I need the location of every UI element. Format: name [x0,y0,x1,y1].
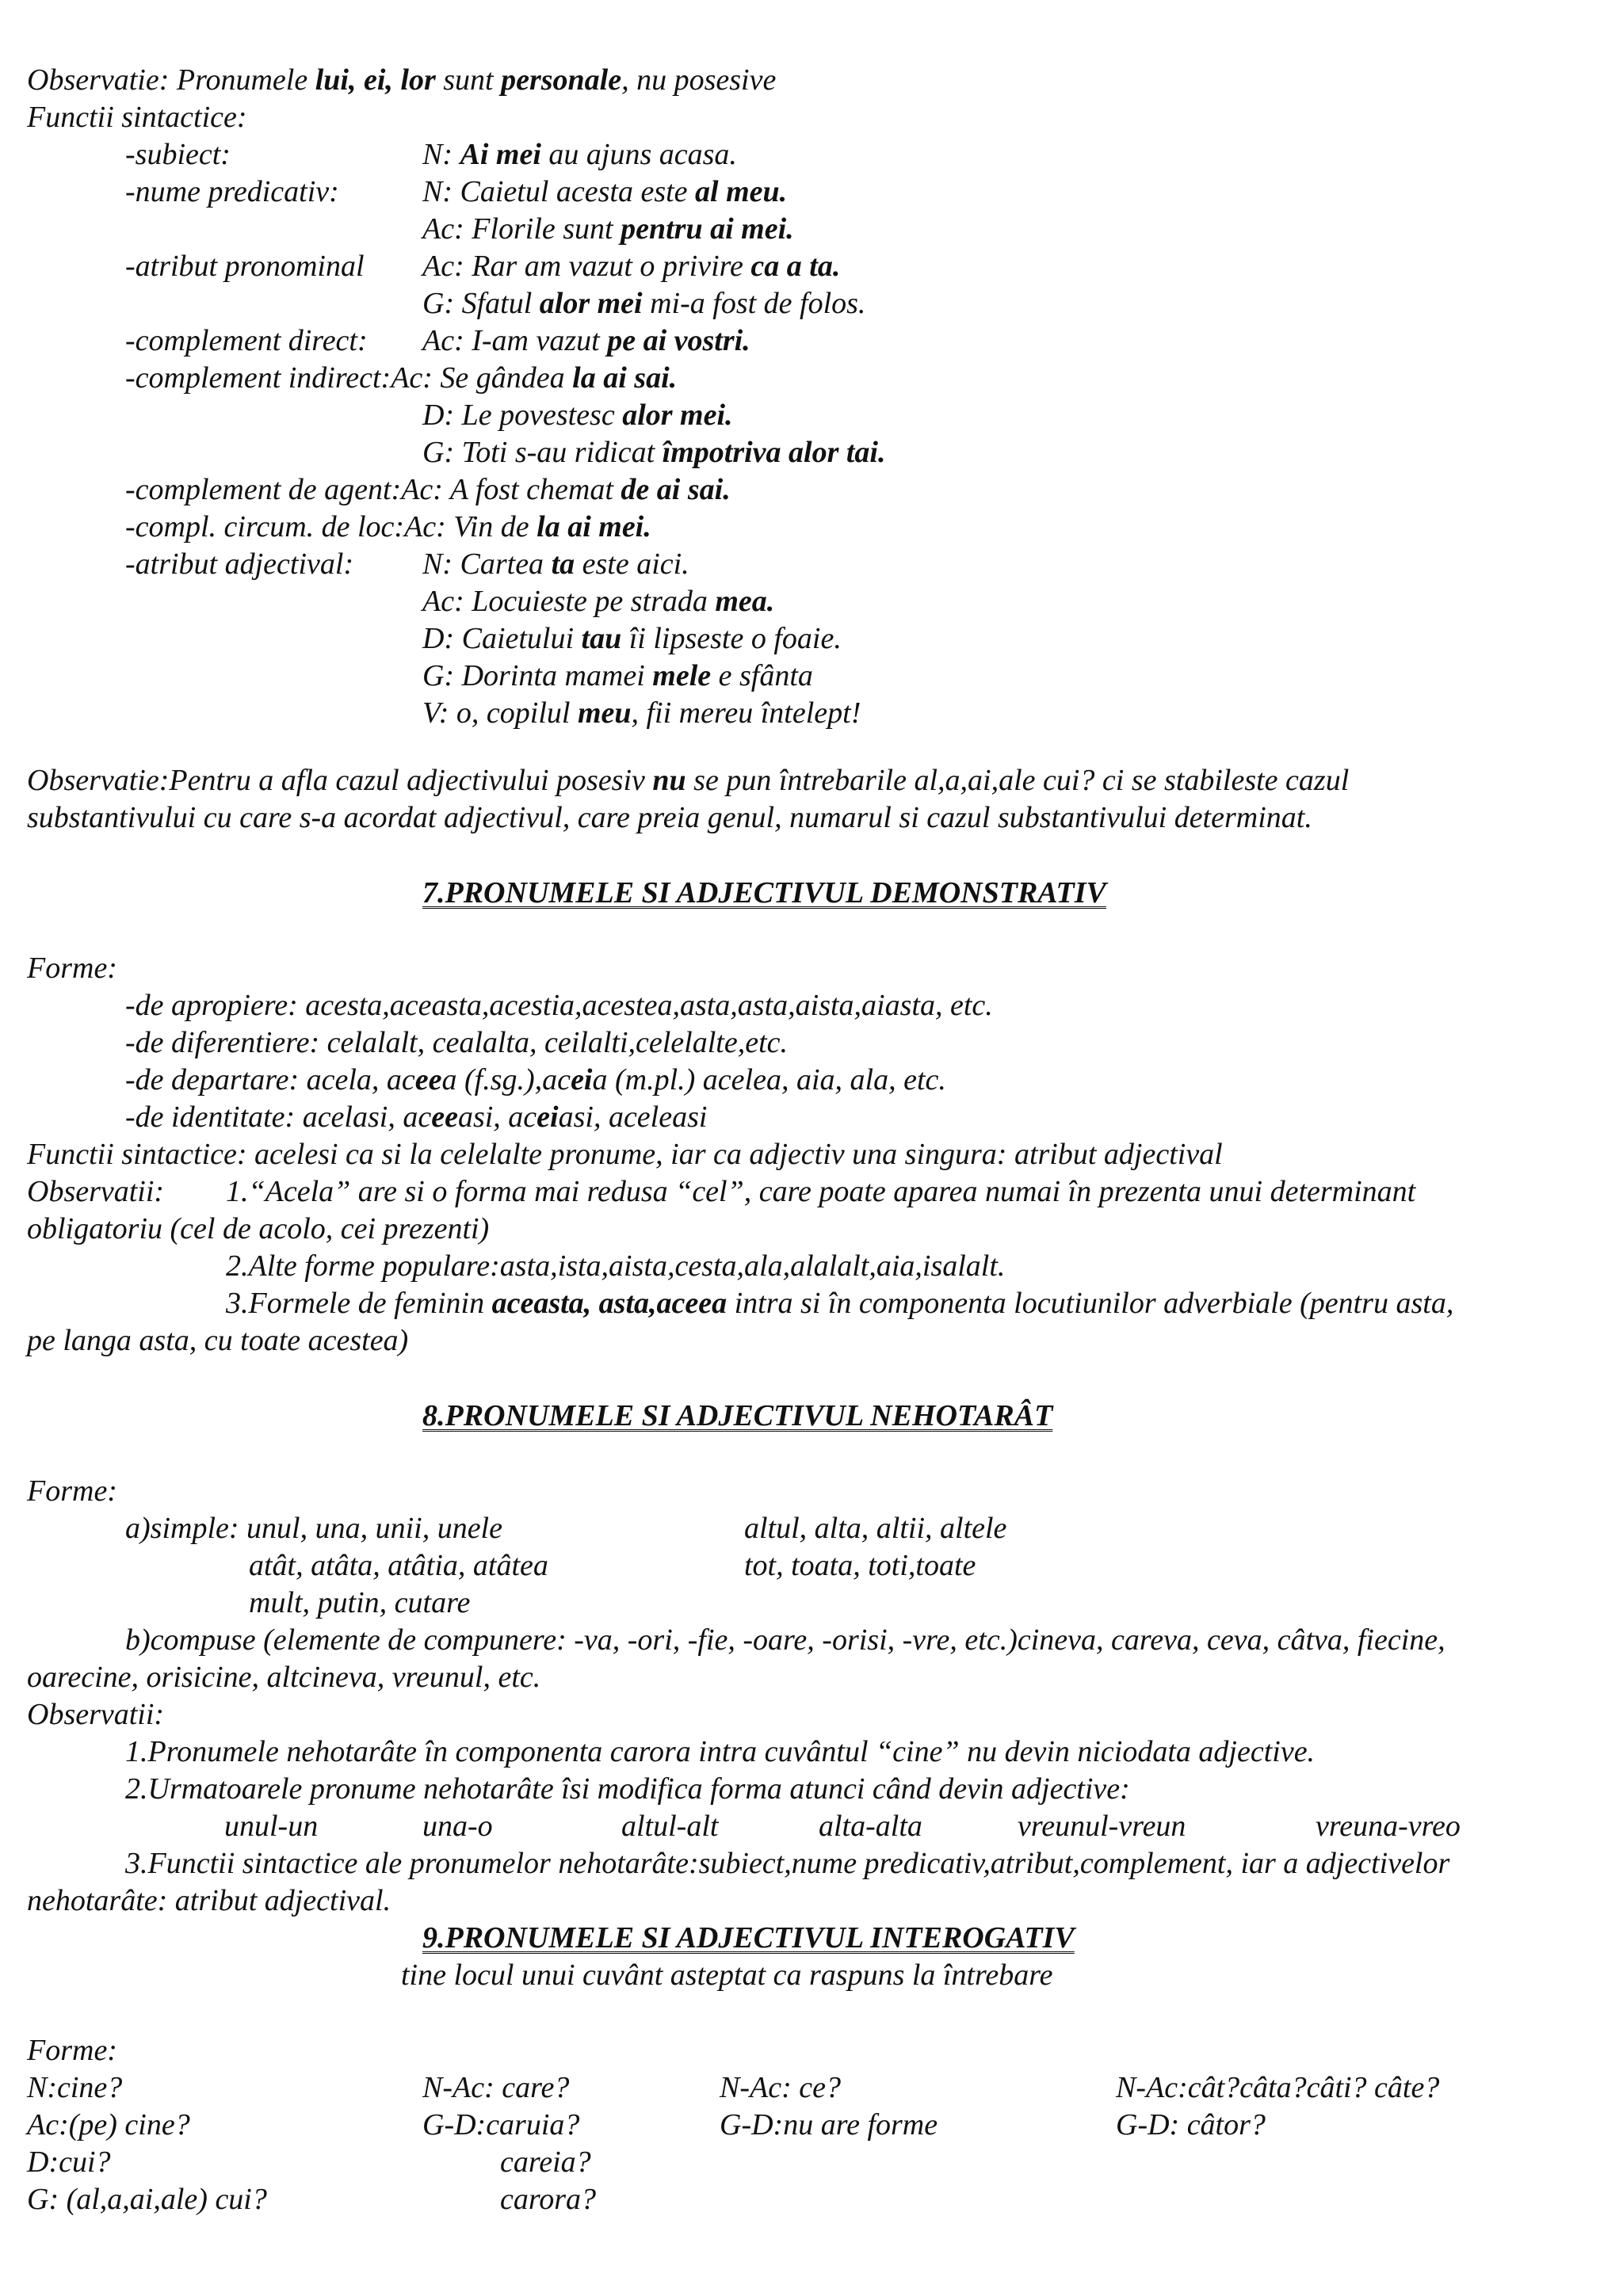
nehotarat-pair-5: vreunul-vreun [1018,1810,1186,1843]
demonstrativ-observatie-3: 3.Formele de feminin aceasta, asta,aceea intra si în componenta locutiunilor adverbiale (pentru asta, [226,1287,1454,1320]
interogativ-col1-row2: Ac:(pe) cine? [27,2108,190,2142]
nehotarat-observatie-2: 2.Urmatoarele pronume nehotarâte îsi modifica forma atunci când devin adjective: [125,1772,1130,1806]
interogativ-col4-row1: N-Ac:cât?câta?câti? câte? [1116,2071,1440,2104]
interogativ-col2-row1: N-Ac: care? [422,2071,570,2104]
functie-label: -atribut adjectival: [125,547,354,581]
functie-example: N: Cartea ta este aici. [422,547,689,581]
nehotarat-compuse-1: b)compuse (elemente de compunere: -va, -ori, -fie, -oare, -orisi, -vre, etc.)cineva, careva, ceva, câtva, fiecine, [125,1623,1445,1657]
nehotarat-simple-2a: atât, atâta, atâtia, atâtea [249,1549,548,1582]
functii-title: Functii sintactice: [27,101,247,134]
functie-example: N: Caietul acesta este al meu. [422,175,788,208]
section-9-forme-label: Forme: [27,2034,117,2067]
functie-label: -complement indirect: [125,361,391,395]
section-9-heading: 9.PRONUMELE SI ADJECTIVUL INTEROGATIV [422,1921,1075,1955]
demonstrativ-observatie-3-cont: pe langa asta, cu toate acestea) [27,1324,409,1357]
functie-label: -complement direct: [125,324,368,357]
functie-example: Ac: Rar am vazut o privire ca a ta. [422,250,841,283]
nehotarat-simple-3: mult, putin, cutare [249,1586,471,1619]
demonstrativ-observatie-1-cont: obligatoriu (cel de acolo, cei prezenti) [27,1212,490,1245]
functie-label: -subiect: [125,138,231,171]
demonstrativ-identitate: -de identitate: acelasi, aceeasi, aceiasi, aceleasi [125,1100,708,1134]
functie-example: N: Ai mei au ajuns acasa. [422,138,737,171]
interogativ-col1-row1: N:cine? [27,2071,123,2104]
demonstrativ-observatii-label: Observatii: [27,1175,165,1208]
nehotarat-simple-1b: altul, alta, altii, altele [744,1512,1007,1545]
nehotarat-simple-1a: a)simple: unul, una, unii, unele [125,1512,502,1545]
observation-posesiv-line2: substantivului cu care s-a acordat adjectivul, care preia genul, numarul si cazul substantivului determinat. [27,801,1312,834]
section-8-forme-label: Forme: [27,1474,117,1508]
interogativ-col3-row2: G-D:nu are forme [720,2108,938,2142]
section-7-forme-label: Forme: [27,952,117,985]
nehotarat-pair-4: alta-alta [819,1810,922,1843]
functie-label: -compl. circum. de loc: [125,510,405,543]
section-9-subtitle: tine locul unui cuvânt asteptat ca raspuns la întrebare [401,1958,1053,1992]
functie-label: -complement de agent: [125,473,402,506]
interogativ-col3-row1: N-Ac: ce? [720,2071,841,2104]
nehotarat-pair-1: unul-un [224,1810,319,1843]
nehotarat-simple-2b: tot, toata, toti,toate [744,1549,976,1582]
nehotarat-pair-3: altul-alt [621,1810,719,1843]
section-7-heading: 7.PRONUMELE SI ADJECTIVUL DEMONSTRATIV [422,876,1106,910]
demonstrativ-functii: Functii sintactice: acelesi ca si la celelalte pronume, iar ca adjectiv una singura: atribut adjectival [27,1138,1223,1171]
interogativ-col1-row3: D:cui? [27,2145,111,2179]
functie-example: Ac: Vin de la ai mei. [404,510,651,543]
nehotarat-observatie-3: 3.Functii sintactice ale pronumelor nehotarâte:subiect,nume predicativ,atribut,complement, iar a adjectivelor [125,1847,1450,1880]
functie-example: D: Le povestesc alor mei. [422,399,733,432]
functie-example: Ac: Florile sunt pentru ai mei. [422,212,794,246]
interogativ-col1-row4: G: (al,a,ai,ale) cui? [27,2183,267,2216]
demonstrativ-observatie-1: 1.“Acela” are si o forma mai redusa “cel”, care poate aparea numai în prezenta unui determinant [226,1175,1416,1208]
interogativ-col2-row4: carora? [500,2183,597,2216]
demonstrativ-observatie-2: 2.Alte forme populare:asta,ista,aista,cesta,ala,alalalt,aia,isalalt. [226,1249,1006,1283]
functie-example: G: Sfatul alor mei mi-a fost de folos. [422,287,866,320]
nehotarat-pair-6: vreuna-vreo [1316,1810,1461,1843]
functie-label: -nume predicativ: [125,175,339,208]
nehotarat-observatii-label: Observatii: [27,1698,165,1731]
functie-example: Ac: Se gândea la ai sai. [391,361,678,395]
functie-label: -atribut pronominal [125,250,365,283]
functie-example: Ac: Locuieste pe strada mea. [422,585,775,618]
functie-example: G: Toti s-au ridicat împotriva alor tai. [422,436,886,469]
observation-posesiv-line1: Observatie:Pentru a afla cazul adjectivului posesiv nu se pun întrebarile al,a,ai,ale cui? ci se stabileste cazul [27,764,1350,797]
demonstrativ-diferentiere: -de diferentiere: celalalt, cealalta, ceilalti,celelalte,etc. [125,1026,788,1059]
interogativ-col4-row2: G-D: câtor? [1116,2108,1266,2142]
nehotarat-compuse-2: oarecine, orisicine, altcineva, vreunul, etc. [27,1661,541,1694]
nehotarat-observatie-3-cont: nehotarâte: atribut adjectival. [27,1884,391,1917]
functie-example: Ac: I-am vazut pe ai vostri. [422,324,750,357]
interogativ-col2-row2: G-D:caruia? [422,2108,580,2142]
functie-example: D: Caietului tau îi lipseste o foaie. [422,622,842,655]
functie-example: Ac: A fost chemat de ai sai. [401,473,731,506]
demonstrativ-apropiere: -de apropiere: acesta,aceasta,acestia,acestea,asta,asta,aista,aiasta, etc. [125,989,993,1022]
interogativ-col2-row3: careia? [500,2145,591,2179]
functie-example: G: Dorinta mamei mele e sfânta [422,659,813,692]
section-8-heading: 8.PRONUMELE SI ADJECTIVUL NEHOTARÂT [422,1399,1053,1432]
demonstrativ-departare: -de departare: acela, aceea (f.sg.),aceia (m.pl.) acelea, aia, ala, etc. [125,1063,946,1097]
functie-example: V: o, copilul meu, fii mereu întelept! [422,696,861,730]
nehotarat-pair-2: una-o [422,1810,493,1843]
observation-intro: Observatie: Pronumele lui, ei, lor sunt personale, nu posesive [27,63,777,97]
nehotarat-observatie-1: 1.Pronumele nehotarâte în componenta carora intra cuvântul “cine” nu devin niciodata adjective. [125,1735,1316,1768]
